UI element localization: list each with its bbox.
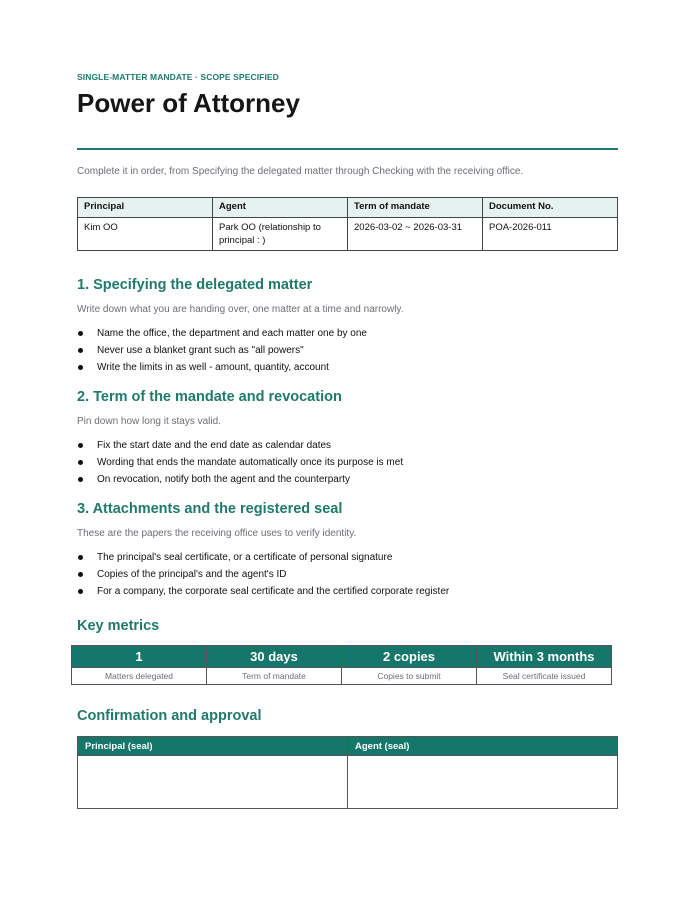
info-value-row <box>78 218 618 251</box>
list-item: Wording that ends the mandate automatically once its purpose is met <box>77 456 403 473</box>
info-table <box>77 197 618 251</box>
section-1-list <box>77 327 367 378</box>
approval-table <box>77 736 618 809</box>
info-term: 2026-03-02 ~ 2026-03-31 <box>348 218 483 251</box>
metric-value: Within 3 months <box>477 646 612 668</box>
page-title: Power of Attorney <box>77 88 300 118</box>
metrics-table <box>71 645 612 685</box>
metric-value: 30 days <box>207 646 342 668</box>
info-header-row <box>78 198 618 218</box>
metric-label: Matters delegated <box>72 668 207 685</box>
metrics-value-row <box>72 646 612 668</box>
document-kicker: SINGLE-MATTER MANDATE · SCOPE SPECIFIED <box>77 72 279 82</box>
metric-value: 1 <box>72 646 207 668</box>
section-3-heading: 3. Attachments and the registered seal <box>77 501 343 517</box>
metric-label: Term of mandate <box>207 668 342 685</box>
title-divider <box>77 148 618 150</box>
section-1-heading: 1. Specifying the delegated matter <box>77 277 313 293</box>
section-3-list <box>77 551 449 602</box>
approval-header-row <box>78 737 618 756</box>
list-item: On revocation, notify both the agent and the counterparty <box>77 473 403 490</box>
info-agent: Park OO (relationship to principal : ) <box>213 218 348 251</box>
metric-label: Copies to submit <box>342 668 477 685</box>
info-document-no: POA-2026-011 <box>483 218 618 251</box>
agent-seal-box[interactable] <box>348 756 618 809</box>
metric-label: Seal certificate issued <box>477 668 612 685</box>
list-item: Fix the start date and the end date as calendar dates <box>77 439 403 456</box>
principal-seal-box[interactable] <box>78 756 348 809</box>
intro-text: Complete it in order, from Specifying the delegated matter through Checking with the receiving office. <box>77 166 524 177</box>
info-header-document-no: Document No. <box>483 198 618 218</box>
section-2-heading: 2. Term of the mandate and revocation <box>77 389 342 405</box>
section-1-subtitle: Write down what you are handing over, one matter at a time and narrowly. <box>77 304 404 315</box>
list-item: The principal's seal certificate, or a certificate of personal signature <box>77 551 449 568</box>
metrics-label-row <box>72 668 612 685</box>
approval-heading: Confirmation and approval <box>77 708 262 724</box>
info-header-principal: Principal <box>78 198 213 218</box>
section-2-list <box>77 439 403 490</box>
info-header-term: Term of mandate <box>348 198 483 218</box>
agent-seal-header: Agent (seal) <box>348 737 618 756</box>
list-item: For a company, the corporate seal certificate and the certified corporate register <box>77 585 449 602</box>
metrics-heading: Key metrics <box>77 618 160 634</box>
list-item: Never use a blanket grant such as "all powers" <box>77 344 367 361</box>
section-3-subtitle: These are the papers the receiving office uses to verify identity. <box>77 528 357 539</box>
metric-value: 2 copies <box>342 646 477 668</box>
principal-seal-header: Principal (seal) <box>78 737 348 756</box>
list-item: Write the limits in as well - amount, quantity, account <box>77 361 367 378</box>
info-principal: Kim OO <box>78 218 213 251</box>
approval-sign-row <box>78 756 618 809</box>
section-2-subtitle: Pin down how long it stays valid. <box>77 416 221 427</box>
list-item: Copies of the principal's and the agent's ID <box>77 568 449 585</box>
list-item: Name the office, the department and each matter one by one <box>77 327 367 344</box>
info-header-agent: Agent <box>213 198 348 218</box>
